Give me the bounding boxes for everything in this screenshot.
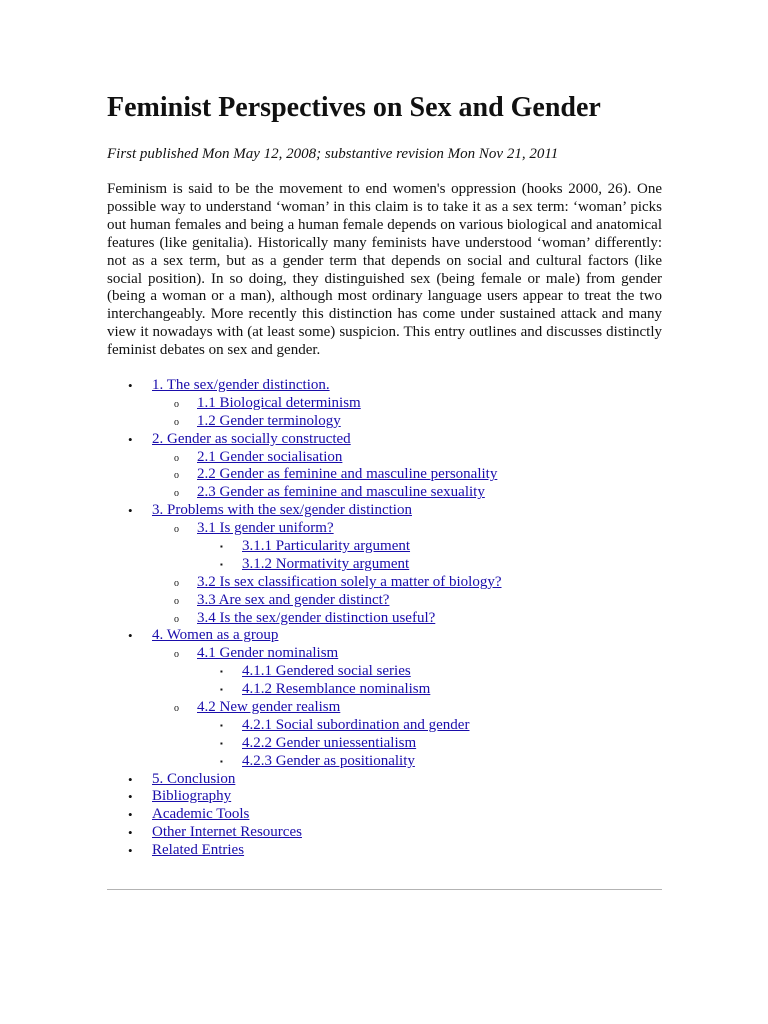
publication-dates: First published Mon May 12, 2008; substantive revision Mon Nov 21, 2011: [107, 146, 559, 162]
toc-link[interactable]: 4.1.1 Gendered social series: [242, 663, 411, 680]
toc-item: [0, 824, 768, 842]
bullet-circle-icon: o: [174, 577, 179, 589]
toc-link[interactable]: Other Internet Resources: [152, 824, 302, 841]
toc-item: [0, 538, 768, 556]
toc-link[interactable]: 2.1 Gender socialisation: [197, 448, 343, 465]
toc-item: [0, 449, 768, 467]
toc-link[interactable]: 1.2 Gender terminology: [197, 412, 341, 429]
toc-link[interactable]: 3.1.1 Particularity argument: [242, 538, 411, 555]
bullet-circle-icon: o: [174, 524, 179, 536]
toc-link[interactable]: 1.1 Biological determinism: [197, 394, 361, 411]
toc-link[interactable]: 4.1.2 Resemblance nominalism: [242, 681, 431, 698]
toc-item: [0, 556, 768, 574]
toc-link[interactable]: 4.2 New gender realism: [197, 699, 341, 716]
toc-item: [0, 502, 768, 520]
toc-item: [0, 717, 768, 735]
page-title: Feminist Perspectives on Sex and Gender: [107, 92, 601, 123]
toc-item: [0, 788, 768, 806]
toc-item: [0, 574, 768, 592]
toc-link[interactable]: 4.2.1 Social subordination and gender: [242, 716, 470, 733]
toc-link[interactable]: 3.2 Is sex classification solely a matter of biology?: [197, 573, 502, 590]
toc-link[interactable]: 1. The sex/gender distinction.: [152, 377, 330, 393]
toc-item: [0, 699, 768, 717]
bullet-disc-icon: •: [128, 431, 133, 447]
toc-item: [0, 377, 768, 395]
bullet-square-icon: ▪: [220, 542, 223, 552]
toc-item: [0, 592, 768, 610]
bullet-circle-icon: o: [174, 470, 179, 482]
toc-item: [0, 806, 768, 824]
toc-link[interactable]: 3. Problems with the sex/gender distinction: [152, 502, 412, 519]
bullet-square-icon: ▪: [220, 756, 223, 766]
toc-link[interactable]: Academic Tools: [152, 806, 250, 823]
toc-item: [0, 610, 768, 628]
toc-link[interactable]: Related Entries: [152, 842, 245, 859]
toc-item: [0, 627, 768, 645]
bullet-circle-icon: o: [174, 452, 179, 464]
bullet-square-icon: ▪: [220, 685, 223, 695]
toc-item: [0, 413, 768, 431]
bullet-square-icon: ▪: [220, 667, 223, 677]
bullet-disc-icon: •: [128, 843, 133, 859]
table-of-contents: [0, 377, 768, 860]
toc-item: [0, 681, 768, 699]
toc-item: [0, 645, 768, 663]
bullet-square-icon: ▪: [220, 720, 223, 730]
toc-link[interactable]: 5. Conclusion: [152, 770, 236, 787]
toc-link[interactable]: 3.1 Is gender uniform?: [197, 520, 334, 537]
toc-item: [0, 663, 768, 681]
bullet-square-icon: ▪: [220, 738, 223, 748]
toc-item: [0, 431, 768, 449]
bullet-circle-icon: o: [174, 649, 179, 661]
toc-link[interactable]: 2. Gender as socially constructed: [152, 430, 351, 447]
toc-item: [0, 842, 768, 860]
toc-link[interactable]: 2.3 Gender as feminine and masculine sexuality: [197, 484, 485, 501]
bullet-circle-icon: o: [174, 416, 179, 428]
section-divider: [107, 889, 662, 890]
bullet-disc-icon: •: [128, 789, 133, 805]
toc-item: [0, 735, 768, 753]
toc-item: [0, 771, 768, 789]
toc-item: [0, 520, 768, 538]
bullet-circle-icon: o: [174, 703, 179, 715]
toc-link[interactable]: 4.2.2 Gender uniessentialism: [242, 734, 417, 751]
bullet-disc-icon: •: [128, 825, 133, 841]
bullet-circle-icon: o: [174, 488, 179, 500]
toc-link[interactable]: 3.1.2 Normativity argument: [242, 555, 410, 572]
bullet-disc-icon: •: [128, 378, 133, 393]
toc-item: [0, 753, 768, 771]
bullet-disc-icon: •: [128, 807, 133, 823]
bullet-square-icon: ▪: [220, 559, 223, 569]
toc-item: [0, 395, 768, 413]
bullet-circle-icon: o: [174, 613, 179, 625]
bullet-disc-icon: •: [128, 503, 133, 519]
toc-link[interactable]: 3.4 Is the sex/gender distinction useful?: [197, 609, 436, 626]
toc-item: [0, 484, 768, 502]
toc-link[interactable]: 4.2.3 Gender as positionality: [242, 752, 415, 769]
bullet-circle-icon: o: [174, 398, 179, 410]
bullet-disc-icon: •: [128, 771, 133, 787]
intro-paragraph: Feminism is said to be the movement to end women's oppression (hooks 2000, 26). One possible way to understand ‘woman’ in this claim is to take it as a sex term: ‘woman’ picks out human females and being a human female depends on various biological and anatomical features (like genitalia). Historically many feminists have understood ‘woman’ differently: not as a sex term, but as a gender term that depends on social and cultural factors (like social position). In so doing, they distinguished sex (being female or male) from gender (being a woman or a man), although most ordinary language users appear to treat the two interchangeably. More recently this distinction has come under sustained attack and many view it nowadays with (at least some) suspicion. This entry outlines and discusses distinctly feminist debates on sex and gender.: [107, 181, 662, 359]
toc-item: [0, 466, 768, 484]
toc-link[interactable]: 2.2 Gender as feminine and masculine personality: [197, 466, 498, 483]
toc-link[interactable]: 3.3 Are sex and gender distinct?: [197, 591, 390, 608]
toc-link[interactable]: 4.1 Gender nominalism: [197, 645, 339, 662]
bullet-circle-icon: o: [174, 595, 179, 607]
bullet-disc-icon: •: [128, 628, 133, 644]
toc-link[interactable]: Bibliography: [152, 788, 232, 805]
toc-link[interactable]: 4. Women as a group: [152, 627, 279, 644]
